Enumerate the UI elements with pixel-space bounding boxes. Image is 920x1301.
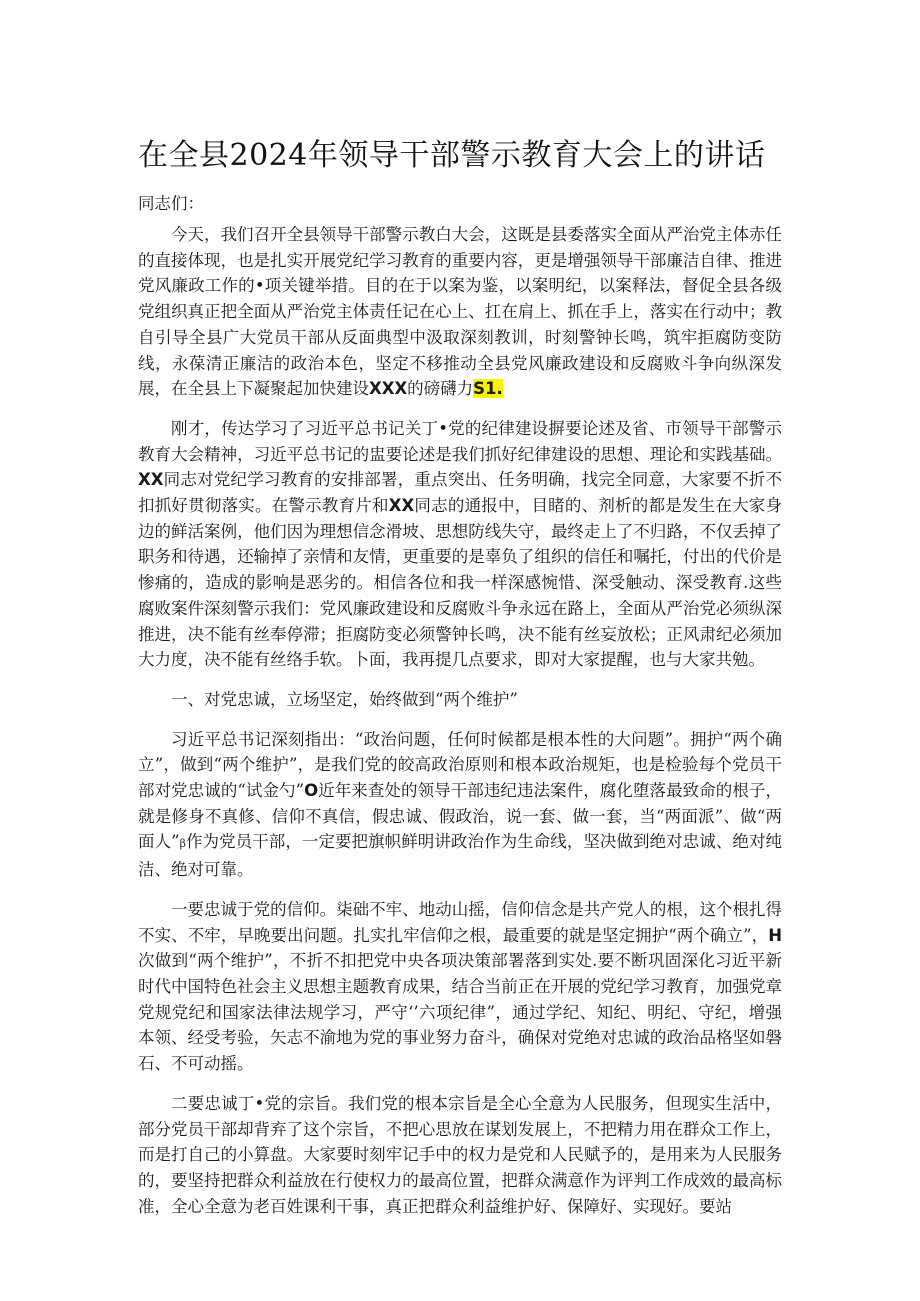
paragraph-5: 二要忠诚丁•党的宗旨。我们党的根本宗旨是全心全意为人民服务，但现实生活中，部分党员干部却背弃了这个宗旨，不把心思放在谋划发展上，不把精力用在群众工作上，而是打自己的小算盘。大家要时刻牢记手中的权力是党和人民赋予的，是用来为人民服务的，要坚持把群众利益放在行使权力的最高位置，把群众满意作为评判工作成效的最高标准，全心全意为老百姓课利干事，真正把群众利益维护好、保障好、实现好。要站 [138,1093,782,1216]
paragraph-text: 今天，我们召开全县领导干部警示教白大会，这既是县委落实全面从严治党主体赤任的直接体现，也是扎实开展党纪学习教育的重要内容，更是增强领导干部廉洁自律、推进党风廉政工作的•项关键举措。目的在于以案为鉴，以案明纪，以案释法，督促全县各级党组织真正把全面从严治党主体责任记在心上、扛在肩上、抓在手上，落实在行动中；教自引导全县广大党员干部从反面典型中汲取深刻教训，时刻警钟长鸣，筑牢拒腐防变防线，永葆清正廉洁的政治本色，坚定不移推动全县党风廉政建设和反腐败斗争向纵深发展，在全县上下凝聚起加快建设 [138,225,782,399]
paragraph-text: 近年来查处的领导干部违纪违法案件，腐化堕落最致命的根子，就是修身不真修、信仰不真信，假忠诚、假政治，说一套、做一套，当“两面派”、做“两面人” [138,781,783,852]
placeholder-text: XX [388,496,415,516]
paragraph-2 [138,416,782,673]
paragraph-1 [138,222,782,402]
ocr-artifact-text: O [304,781,319,801]
paragraph-3 [138,727,782,883]
ocr-artifact-text: β [179,837,186,851]
paragraph-text: 的磅礴力 [407,379,474,399]
ocr-artifact-text: H [768,925,782,945]
paragraph-text: 同志对党纪学习教育的安排部署，重点突出、任务明确，找完全同意，大家要不折不扣抓好贯彻落实。在警示教育片和 [138,470,782,516]
paragraph-4 [138,897,782,1077]
paragraph-text: 一要忠诚于党的信仰。柒础不牢、地动山摇，信仰信念是共产党人的根，这个根扎得不实、不牢，早晚要出问题。扎实扎牢信仰之根，最重要的就是坚定拥护“两个确立”， [138,899,782,945]
highlighted-text: S1. [473,379,503,399]
document-title: 在全县2024年领导干部警示教育大会上的讲话 [138,138,766,173]
paragraph-text: 作为党员干部，一定要把旗帜鲜明讲政治作为生命线，坚决做到绝对忠诚、绝对纯洁、绝对可靠。 [138,832,783,880]
paragraph-text: 次做到“两个维护”，不折不扣把党中央各项决策部署落到实处.要不断巩固深化习近平新时代中国特色社会主义思想主题教育成果，结合当前正在开展的党纪学习教育，加强党章党规党纪和国家法律法规学习，严守‘’六项纪律”，通过学纪、知纪、明纪、守纪，增强本领、经受考验，矢志不渝地为党的事业努力奋斗，确保对党绝对忠诚的政治品格坚如磐石、不可动摇。 [138,951,782,1074]
placeholder-text: XX [138,470,164,490]
paragraph-text: 同志的通报中，目睹的、剂析的都是发生在大家身边的鲜活案例，他们因为理想信念滑坡、思想防线失守，最终走上了不归路，不仅丢掉了职务和待遇，还输掉了亲情和友情，更重要的是辜负了组织的信任和嘱托，付出的代价是惨痛的，造成的影响是恶劣的。相信各位和我一样深感惋惜、深受触动、深受教育.这些腐败案件深刻警示我们：党风廉政建设和反腐败斗争永远在路上，全面从严治党必须纵深推进，决不能有丝奉停滞；拒腐防变必须警钟长鸣，决不能有丝妄放松；正风肃纪必须加大力度，决不能有丝络手软。卜面，我再提几点要求，即对大家提醒，也与大家共勉。 [138,496,783,670]
placeholder-text: XXX [369,379,408,399]
paragraph-text: 习近平总书记深刻指出：“政治问题，任何时候都是根本性的大问题”。拥护“两个确立”，做到“两个维护”，是我们党的皎高政治原则和根本政治规矩，也是检验每个党员干部对党忠诚的“试金勺” [138,729,782,801]
section-heading-1: 一、对党忠诚，立场坚定，始终做到“两个维护” [171,689,518,709]
salutation: 同志们： [138,194,204,213]
paragraph-text: 刚才，传达学习了习近平总书记关丁•党的纪律建设摒要论述及省、市领导干部警示教育大会精神，习近平总书记的盅要论述是我们抓好纪律建设的思想、理论和实践基础。 [138,418,782,464]
document-body [138,222,782,1233]
